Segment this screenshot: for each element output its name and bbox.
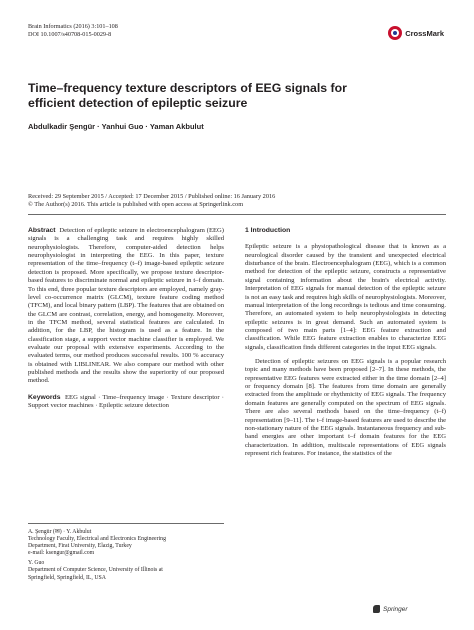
intro-paragraph-1: Epileptic seizure is a physiopathological disease that is known as a neurological disorder caused by the transient and unexpected electrical disturbance of the brain. Electroencephalogram (EEG), which is a common method for detection of the epileptic seizure, constructs a representative signal containing information about the brain's electrical activity. Interpretation of EEG signals for manual detection of the epileptic seizure is not an easy task and requires high skills of neurophysiologists. Moreover, manual interpretation of the long recordings is tedious and time consuming. Therefore, an automated system to help neurophysiologists in detecting epileptic seizures is in great demand. Such an automated system is composed of two main parts [1–4]: EEG feature extraction and classification. While EEG feature extraction enables to characterize EEG signals, classification finds different categories in the input EEG signals.	[245, 243, 446, 351]
abstract-text: Detection of epileptic seizure in electroencephalogram (EEG) signals is a challenging task and requires highly skilled neurophysiologists. Therefore, computer-aided detection helps neurophysiologist in interpreting the EEG. In this paper, texture representation of the time–frequency (t–f) image-based epileptic seizure detection is proposed. More specifically, we propose texture descriptor-based features to discriminate normal and epileptic seizure in t–f domain. To this end, three popular texture descriptors are employed, namely gray-level co-occurrence matrix (GLCM), texture feature coding method (TFCM), and local binary pattern (LBP). The features that are obtained on the GLCM are contrast, correlation, energy, and homogeneity. Moreover, in the TFCM method, several statistical features are calculated. In addition, for the LBP, the histogram is used as a feature. In the classification stage, a support vector machine classifier is employed. We evaluate our proposal with extensive experiments. According to the evaluated terms, our method produces successful results. 100 % accuracy is obtained with LIBLINEAR. We also compare our method with other published methods and the results show the superiority of our proposed method.	[28, 227, 224, 385]
affiliation-1-line-3: Department, Firat University, Elazig, Turkey	[28, 543, 132, 550]
publication-dates	[28, 193, 275, 209]
abstract-label: Abstract	[28, 227, 56, 234]
paper-title	[28, 81, 448, 110]
affiliation-2-line-2: Department of Computer Science, University of Illinois at	[28, 567, 163, 574]
abstract-column	[28, 227, 224, 411]
crossmark-label: CrossMark	[405, 28, 444, 38]
keywords-label: Keywords	[28, 393, 61, 401]
author-list: Abdulkadir Şengür · Yanhui Guo · Yaman Akbulut	[28, 122, 204, 131]
crossmark-icon	[388, 26, 402, 40]
keywords-paragraph	[28, 394, 224, 411]
keywords-text: EEG signal · Time–frequency image · Texture descriptor · Support vector machines · Epileptic seizure detection	[28, 393, 224, 410]
intro-paragraph-2: Detection of epileptic seizures on EEG signals is a popular research topic and many methods have been proposed [2–7]. In these methods, the representative EEG features were extracted either in the time domain [2–4] or frequency domain [8]. The features from time domain are generally extracted from the amplitude or rhythmicity of EEG signals. The frequency domain features are generally computed on the spectrum of EEG signals. There are also several methods based on the time–frequency (t–f) representation [9–11]. The t–f image-based features are used to describe the non-stationary nature of the EEG signals. Instantaneous frequency and sub-band energies are other important t–f domain features for the EEG characterization. In addition, multiscale representations of EEG signals represent rich features. For instance, the statistics of the	[245, 358, 446, 457]
affiliation-divider	[28, 523, 224, 524]
journal-info	[28, 23, 118, 40]
affiliation-1	[28, 529, 224, 557]
copyright-line: © The Author(s) 2016. This article is published with open access at Springerlink.com	[28, 201, 244, 209]
journal-doi[interactable]: DOI 10.1007/s40708-015-0029-8	[28, 31, 112, 39]
affiliation-1-line-2: Technology Faculty, Electrical and Electronics Engineering	[28, 536, 166, 543]
journal-citation: Brain Informatics (2016) 3:101–108	[28, 23, 118, 30]
publisher-footer	[373, 605, 408, 613]
affiliations	[28, 529, 224, 585]
introduction-heading: 1 Introduction	[245, 227, 291, 234]
dates-line: Received: 29 September 2015 / Accepted: 17 December 2015 / Published online: 16 January 2016	[28, 193, 276, 200]
introduction-column	[245, 227, 446, 458]
title-line-1: Time–frequency texture descriptors of EEG signals for	[28, 81, 347, 95]
affiliation-2	[28, 560, 224, 581]
publisher-name: Springer	[383, 605, 408, 613]
crossmark-badge[interactable]	[388, 26, 444, 40]
header-divider	[28, 214, 446, 215]
springer-logo-icon	[373, 605, 380, 613]
abstract-paragraph	[28, 227, 224, 386]
affiliation-1-line-1: A. Şengür (✉) · Y. Akbulut	[28, 529, 92, 535]
affiliation-2-line-3: Springfield, Springfield, IL, USA	[28, 574, 106, 581]
affiliation-2-line-1: Y. Guo	[28, 560, 45, 567]
title-line-2: efficient detection of epileptic seizure	[28, 95, 248, 110]
affiliation-1-email[interactable]: e-mail: ksengur@gmail.com	[28, 550, 95, 557]
